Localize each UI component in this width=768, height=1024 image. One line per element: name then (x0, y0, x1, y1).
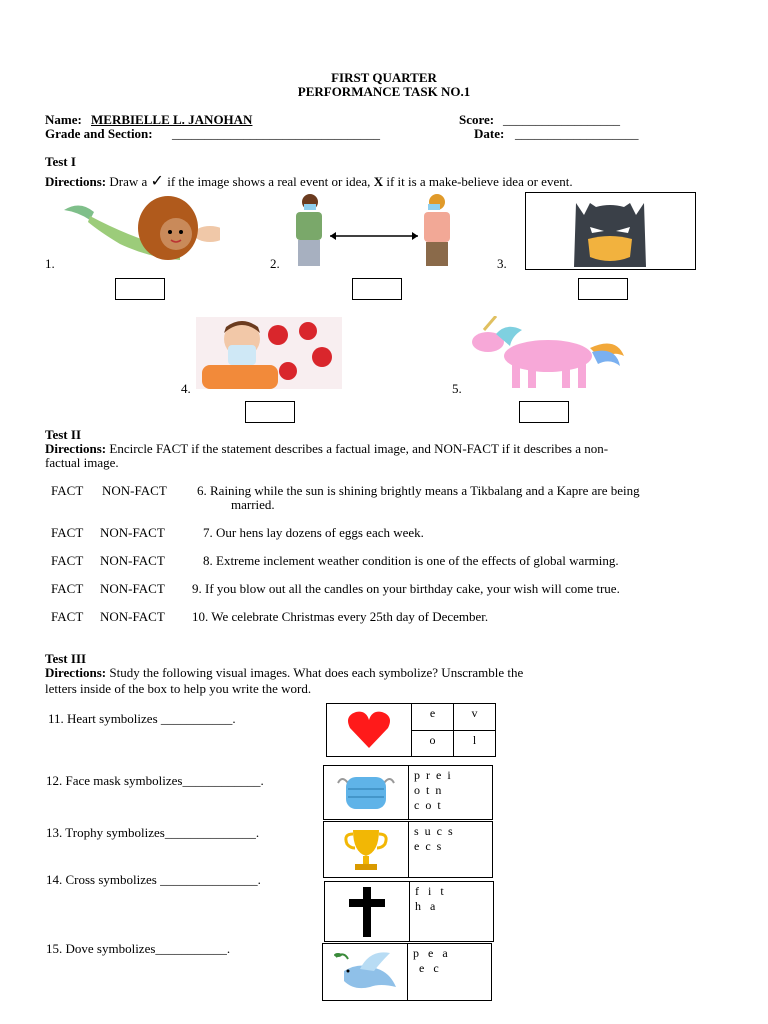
dove-letters: p e a e c (413, 946, 448, 975)
title-first-quarter: FIRST QUARTER (331, 70, 437, 85)
batman-mask-image (526, 193, 695, 269)
trophy-letters: s u c s e c s (414, 824, 453, 853)
date-label: Date: (474, 126, 505, 141)
nonfact-10[interactable]: NON-FACT (100, 609, 165, 624)
trophy-icon (341, 826, 391, 874)
dove-box (322, 943, 492, 1001)
test1-heading: Test I (45, 154, 76, 169)
cross-letters: f i t h a (415, 884, 444, 913)
test2-directions-cont: factual image. (45, 455, 119, 470)
fact-9[interactable]: FACT (51, 581, 84, 596)
nonfact-7[interactable]: NON-FACT (100, 525, 165, 540)
title-performance-task: PERFORMANCE TASK NO.1 (297, 84, 471, 99)
test3-heading: Test III (45, 651, 87, 666)
cross-box (324, 881, 494, 942)
answer-box-5[interactable] (519, 401, 569, 423)
sneezing-virus-image (196, 317, 342, 389)
score-label: Score: (459, 112, 495, 127)
answer-box-2[interactable] (352, 278, 402, 300)
unicorn-image (466, 316, 626, 392)
heart-letters: e v o l (411, 704, 495, 756)
fact-10[interactable]: FACT (51, 609, 84, 624)
batman-frame (525, 192, 696, 270)
fact-7[interactable]: FACT (51, 525, 84, 540)
answer-box-1[interactable] (115, 278, 165, 300)
checkmark-icon: ✓ (150, 173, 164, 190)
nonfact-9[interactable]: NON-FACT (100, 581, 165, 596)
test3-directions: Directions: Study the following visual images. What does each symbolize? Unscramble the (45, 665, 524, 680)
grade-label: Grade and Section: (45, 126, 153, 141)
fact-6[interactable]: FACT (51, 483, 84, 498)
statement-7: 7. Our hens lay dozens of eggs each week. (203, 525, 424, 540)
nonfact-6[interactable]: NON-FACT (102, 483, 167, 498)
dove-icon (330, 947, 400, 997)
item-4-number: 4. (181, 381, 191, 396)
mermaid-image (60, 192, 220, 268)
item-13-label[interactable]: 13. Trophy symbolizes______________. (46, 825, 260, 840)
face-mask-icon (336, 771, 396, 815)
test2-directions: Directions: Encircle FACT if the statement describes a factual image, and NON-FACT if it describes a non- (45, 441, 609, 456)
item-11-label[interactable]: 11. Heart symbolizes ___________. (48, 711, 236, 726)
statement-10: 10. We celebrate Christmas every 25th day of December. (192, 609, 489, 624)
test1-directions: Directions: Draw a ✓ if the image shows a real event or idea, X if it is a make-believe idea or event. (45, 173, 573, 190)
statement-6: 6. Raining while the sun is shining brightly means a Tikbalang and a Kapre are being (197, 483, 640, 498)
item-14-label[interactable]: 14. Cross symbolizes _______________. (46, 872, 261, 887)
name-value: MERBIELLE L. JANOHAN (91, 112, 253, 127)
statement-9: 9. If you blow out all the candles on your birthday cake, your wish will come true. (192, 581, 620, 596)
answer-box-4[interactable] (245, 401, 295, 423)
mask-box (323, 765, 493, 820)
heart-box (326, 703, 496, 757)
test2-heading: Test II (45, 427, 82, 442)
trophy-box (323, 821, 493, 878)
nonfact-8[interactable]: NON-FACT (100, 553, 165, 568)
statement-6-cont: married. (231, 497, 275, 512)
test3-directions-cont: letters inside of the box to help you write the word. (45, 681, 312, 696)
heart-icon (346, 710, 392, 750)
name-label: Name: (45, 112, 82, 127)
item-15-label[interactable]: 15. Dove symbolizes___________. (46, 941, 231, 956)
grade-line[interactable]: ________________________________ (172, 126, 380, 141)
item-3-number: 3. (497, 256, 507, 271)
mask-letters: p r e i o t n c o t (414, 768, 451, 812)
statement-8: 8. Extreme inclement weather condition is one of the effects of global warming. (203, 553, 619, 568)
item-12-label[interactable]: 12. Face mask symbolizes____________. (46, 773, 264, 788)
cross-icon (345, 885, 389, 939)
item-2-number: 2. (270, 256, 280, 271)
score-line[interactable]: __________________ (503, 112, 620, 127)
answer-box-3[interactable] (578, 278, 628, 300)
item-5-number: 5. (452, 381, 462, 396)
date-line[interactable]: ___________________ (515, 126, 639, 141)
item-1-number: 1. (45, 256, 55, 271)
social-distancing-image (282, 192, 462, 268)
fact-8[interactable]: FACT (51, 553, 84, 568)
